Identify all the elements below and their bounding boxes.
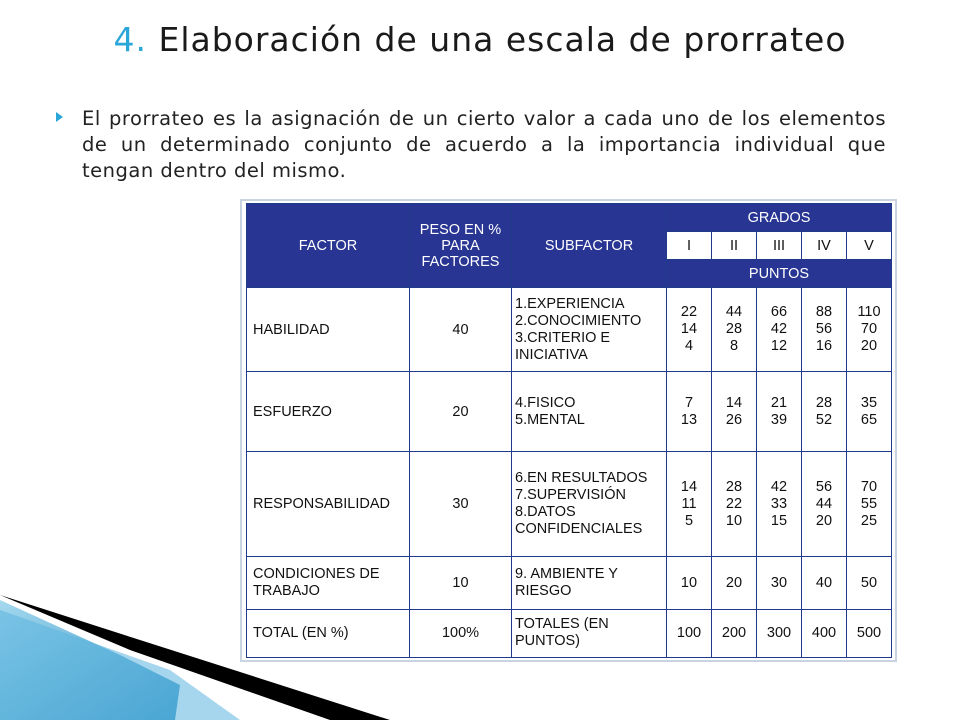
peso-cell: 20 <box>410 372 512 452</box>
factor-cell: RESPONSABILIDAD <box>247 452 410 556</box>
peso-cell: 40 <box>410 288 512 372</box>
peso-cell: 30 <box>410 452 512 556</box>
grado-label: III <box>757 232 802 260</box>
bullet-text: El prorrateo es la asignación de un cierto valor a cada uno de los elementos de un determinado conjunto de acuerdo a la importancia individual que tengan dentro del mismo. <box>82 107 886 182</box>
grado-cell: 30 <box>757 556 802 609</box>
factor-cell: TOTAL (EN %) <box>247 609 410 657</box>
grado-cell: 14 11 5 <box>667 452 712 556</box>
grado-cell: 50 <box>847 556 892 609</box>
grado-cell: 200 <box>712 609 757 657</box>
subfactor-cell: 9. AMBIENTE Y RIESGO <box>512 556 667 609</box>
grado-cell: 100 <box>667 609 712 657</box>
grado-cell: 500 <box>847 609 892 657</box>
decorative-swoosh <box>0 590 400 720</box>
grado-cell: 400 <box>802 609 847 657</box>
grado-cell: 10 <box>667 556 712 609</box>
header-subfactor: SUBFACTOR <box>512 204 667 288</box>
subfactor-cell: 1.EXPERIENCIA 2.CONOCIMIENTO 3.CRITERIO E INICIATIVA <box>512 288 667 372</box>
grado-cell: 70 55 25 <box>847 452 892 556</box>
slide-title-number: 4. <box>113 20 147 59</box>
factor-cell: ESFUERZO <box>247 372 410 452</box>
header-peso: PESO EN % PARA FACTORES <box>410 204 512 288</box>
grado-cell: 21 39 <box>757 372 802 452</box>
grado-cell: 300 <box>757 609 802 657</box>
grado-cell: 110 70 20 <box>847 288 892 372</box>
subfactor-cell: 6.EN RESULTADOS 7.SUPERVISIÓN 8.DATOS CONFIDENCIALES <box>512 452 667 556</box>
grado-cell: 28 22 10 <box>712 452 757 556</box>
table-row <box>247 372 892 452</box>
header-grados: GRADOS <box>667 204 892 232</box>
grado-cell: 44 28 8 <box>712 288 757 372</box>
grado-cell: 35 65 <box>847 372 892 452</box>
grado-label: IV <box>802 232 847 260</box>
grado-label: I <box>667 232 712 260</box>
subfactor-cell: 4.FISICO 5.MENTAL <box>512 372 667 452</box>
grado-cell: 20 <box>712 556 757 609</box>
bullet-paragraph <box>56 106 886 184</box>
grado-cell: 22 14 4 <box>667 288 712 372</box>
header-puntos: PUNTOS <box>667 260 892 288</box>
table-row <box>247 452 892 556</box>
grado-cell: 56 44 20 <box>802 452 847 556</box>
grado-cell: 40 <box>802 556 847 609</box>
subfactor-cell: TOTALES (EN PUNTOS) <box>512 609 667 657</box>
grado-cell: 28 52 <box>802 372 847 452</box>
grado-cell: 88 56 16 <box>802 288 847 372</box>
grado-cell: 7 13 <box>667 372 712 452</box>
slide-title-text: Elaboración de una escala de prorrateo <box>158 20 847 59</box>
table-row <box>247 288 892 372</box>
header-factor: FACTOR <box>247 204 410 288</box>
slide-title <box>0 20 960 59</box>
grado-label: II <box>712 232 757 260</box>
grado-cell: 14 26 <box>712 372 757 452</box>
factor-cell: HABILIDAD <box>247 288 410 372</box>
peso-cell: 10 <box>410 556 512 609</box>
factor-cell: CONDICIONES DE TRABAJO <box>247 556 410 609</box>
grado-label: V <box>847 232 892 260</box>
grado-cell: 42 33 15 <box>757 452 802 556</box>
bullet-arrow-icon <box>56 112 63 122</box>
grado-cell: 66 42 12 <box>757 288 802 372</box>
peso-cell: 100% <box>410 609 512 657</box>
